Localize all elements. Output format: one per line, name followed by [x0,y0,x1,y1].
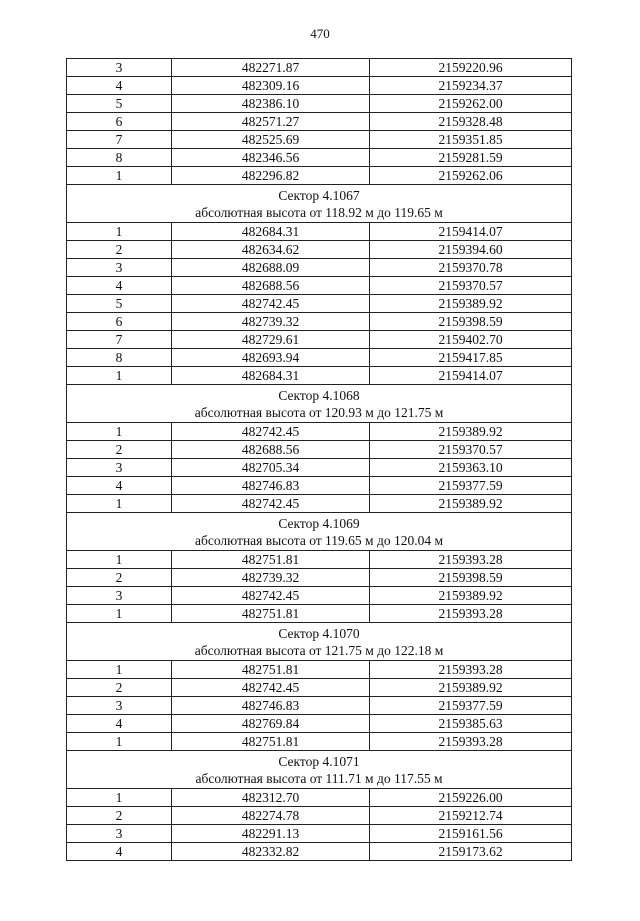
table-row [67,113,572,131]
sector-altitude: абсолютная высота от 118.92 м до 119.65 м [195,205,443,220]
x-coordinate-cell: 482705.34 [172,459,370,477]
table-row [67,131,572,149]
point-number-cell: 2 [67,569,172,587]
table-row [67,495,572,513]
table-row [67,459,572,477]
y-coordinate-cell: 2159398.59 [370,569,572,587]
y-coordinate-cell: 2159351.85 [370,131,572,149]
table-row [67,477,572,495]
sector-title: Сектор 4.1067 [278,188,360,203]
y-coordinate-cell: 2159414.07 [370,223,572,241]
table-row [67,77,572,95]
y-coordinate-cell: 2159417.85 [370,349,572,367]
x-coordinate-cell: 482742.45 [172,679,370,697]
table-row [67,551,572,569]
sector-header-row [67,385,572,423]
point-number-cell: 7 [67,331,172,349]
point-number-cell: 1 [67,733,172,751]
page-number: 470 [310,26,330,41]
y-coordinate-cell: 2159262.06 [370,167,572,185]
point-number-cell: 2 [67,679,172,697]
point-number-cell: 1 [67,367,172,385]
point-number-cell: 4 [67,77,172,95]
sector-header-cell [67,185,572,223]
point-number-cell: 4 [67,715,172,733]
y-coordinate-cell: 2159262.00 [370,95,572,113]
sector-header-row [67,185,572,223]
x-coordinate-cell: 482751.81 [172,733,370,751]
y-coordinate-cell: 2159377.59 [370,697,572,715]
x-coordinate-cell: 482742.45 [172,295,370,313]
table-row [67,367,572,385]
table-row [67,715,572,733]
y-coordinate-cell: 2159414.07 [370,367,572,385]
x-coordinate-cell: 482271.87 [172,59,370,77]
x-coordinate-cell: 482729.61 [172,331,370,349]
x-coordinate-cell: 482684.31 [172,223,370,241]
sector-altitude: абсолютная высота от 111.71 м до 117.55 м [195,771,443,786]
y-coordinate-cell: 2159394.60 [370,241,572,259]
x-coordinate-cell: 482742.45 [172,495,370,513]
sector-title: Сектор 4.1068 [278,388,360,403]
point-number-cell: 1 [67,423,172,441]
table-row [67,331,572,349]
y-coordinate-cell: 2159389.92 [370,495,572,513]
y-coordinate-cell: 2159161.56 [370,825,572,843]
point-number-cell: 1 [67,223,172,241]
point-number-cell: 8 [67,349,172,367]
y-coordinate-cell: 2159234.37 [370,77,572,95]
x-coordinate-cell: 482291.13 [172,825,370,843]
table-row [67,587,572,605]
sector-title: Сектор 4.1071 [278,754,360,769]
point-number-cell: 6 [67,313,172,331]
y-coordinate-cell: 2159398.59 [370,313,572,331]
y-coordinate-cell: 2159377.59 [370,477,572,495]
table-row [67,167,572,185]
table-row [67,825,572,843]
point-number-cell: 1 [67,661,172,679]
table-row [67,241,572,259]
sector-header-row [67,751,572,789]
point-number-cell: 8 [67,149,172,167]
x-coordinate-cell: 482571.27 [172,113,370,131]
y-coordinate-cell: 2159173.62 [370,843,572,861]
x-coordinate-cell: 482688.09 [172,259,370,277]
point-number-cell: 3 [67,259,172,277]
sector-header-row [67,623,572,661]
table-row [67,789,572,807]
table-row [67,661,572,679]
table-row [67,441,572,459]
x-coordinate-cell: 482751.81 [172,661,370,679]
table-row [67,295,572,313]
point-number-cell: 2 [67,807,172,825]
sector-header-cell [67,623,572,661]
sector-altitude: абсолютная высота от 121.75 м до 122.18 м [194,643,444,658]
point-number-cell: 3 [67,697,172,715]
y-coordinate-cell: 2159389.92 [370,423,572,441]
table-row [67,605,572,623]
x-coordinate-cell: 482332.82 [172,843,370,861]
x-coordinate-cell: 482746.83 [172,477,370,495]
y-coordinate-cell: 2159363.10 [370,459,572,477]
x-coordinate-cell: 482296.82 [172,167,370,185]
table-row [67,679,572,697]
sector-altitude: абсолютная высота от 120.93 м до 121.75 м [194,405,444,420]
sector-header-row [67,513,572,551]
point-number-cell: 3 [67,587,172,605]
x-coordinate-cell: 482769.84 [172,715,370,733]
point-number-cell: 3 [67,459,172,477]
x-coordinate-cell: 482742.45 [172,423,370,441]
point-number-cell: 3 [67,825,172,843]
x-coordinate-cell: 482742.45 [172,587,370,605]
table-row [67,733,572,751]
table-row [67,569,572,587]
table-row [67,59,572,77]
x-coordinate-cell: 482274.78 [172,807,370,825]
point-number-cell: 1 [67,551,172,569]
y-coordinate-cell: 2159385.63 [370,715,572,733]
point-number-cell: 2 [67,441,172,459]
point-number-cell: 1 [67,789,172,807]
y-coordinate-cell: 2159328.48 [370,113,572,131]
table-row [67,349,572,367]
point-number-cell: 1 [67,167,172,185]
point-number-cell: 7 [67,131,172,149]
x-coordinate-cell: 482346.56 [172,149,370,167]
x-coordinate-cell: 482751.81 [172,605,370,623]
table-row [67,149,572,167]
y-coordinate-cell: 2159402.70 [370,331,572,349]
x-coordinate-cell: 482634.62 [172,241,370,259]
point-number-cell: 4 [67,277,172,295]
point-number-cell: 5 [67,295,172,313]
table-row [67,423,572,441]
point-number-cell: 2 [67,241,172,259]
table-row [67,223,572,241]
point-number-cell: 6 [67,113,172,131]
x-coordinate-cell: 482739.32 [172,569,370,587]
point-number-cell: 5 [67,95,172,113]
point-number-cell: 1 [67,605,172,623]
y-coordinate-cell: 2159220.96 [370,59,572,77]
point-number-cell: 3 [67,59,172,77]
y-coordinate-cell: 2159370.78 [370,259,572,277]
x-coordinate-cell: 482312.70 [172,789,370,807]
sector-title: Сектор 4.1070 [278,626,360,641]
point-number-cell: 1 [67,495,172,513]
x-coordinate-cell: 482688.56 [172,277,370,295]
x-coordinate-cell: 482309.16 [172,77,370,95]
y-coordinate-cell: 2159393.28 [370,551,572,569]
y-coordinate-cell: 2159389.92 [370,295,572,313]
point-number-cell: 4 [67,477,172,495]
y-coordinate-cell: 2159281.59 [370,149,572,167]
point-number-cell: 4 [67,843,172,861]
table-row [67,697,572,715]
x-coordinate-cell: 482751.81 [172,551,370,569]
x-coordinate-cell: 482386.10 [172,95,370,113]
table-row [67,277,572,295]
y-coordinate-cell: 2159389.92 [370,679,572,697]
y-coordinate-cell: 2159389.92 [370,587,572,605]
sector-header-cell [67,751,572,789]
y-coordinate-cell: 2159393.28 [370,733,572,751]
x-coordinate-cell: 482525.69 [172,131,370,149]
coordinates-table-body [67,59,572,861]
table-row [67,807,572,825]
y-coordinate-cell: 2159393.28 [370,605,572,623]
x-coordinate-cell: 482688.56 [172,441,370,459]
x-coordinate-cell: 482693.94 [172,349,370,367]
coordinates-table [66,58,572,861]
y-coordinate-cell: 2159212.74 [370,807,572,825]
table-row [67,259,572,277]
y-coordinate-cell: 2159370.57 [370,277,572,295]
y-coordinate-cell: 2159393.28 [370,661,572,679]
sector-title: Сектор 4.1069 [278,516,360,531]
sector-altitude: абсолютная высота от 119.65 м до 120.04 м [194,533,443,548]
sector-header-cell [67,385,572,423]
y-coordinate-cell: 2159226.00 [370,789,572,807]
y-coordinate-cell: 2159370.57 [370,441,572,459]
table-row [67,313,572,331]
x-coordinate-cell: 482684.31 [172,367,370,385]
table-row [67,843,572,861]
x-coordinate-cell: 482739.32 [172,313,370,331]
table-row [67,95,572,113]
x-coordinate-cell: 482746.83 [172,697,370,715]
sector-header-cell [67,513,572,551]
